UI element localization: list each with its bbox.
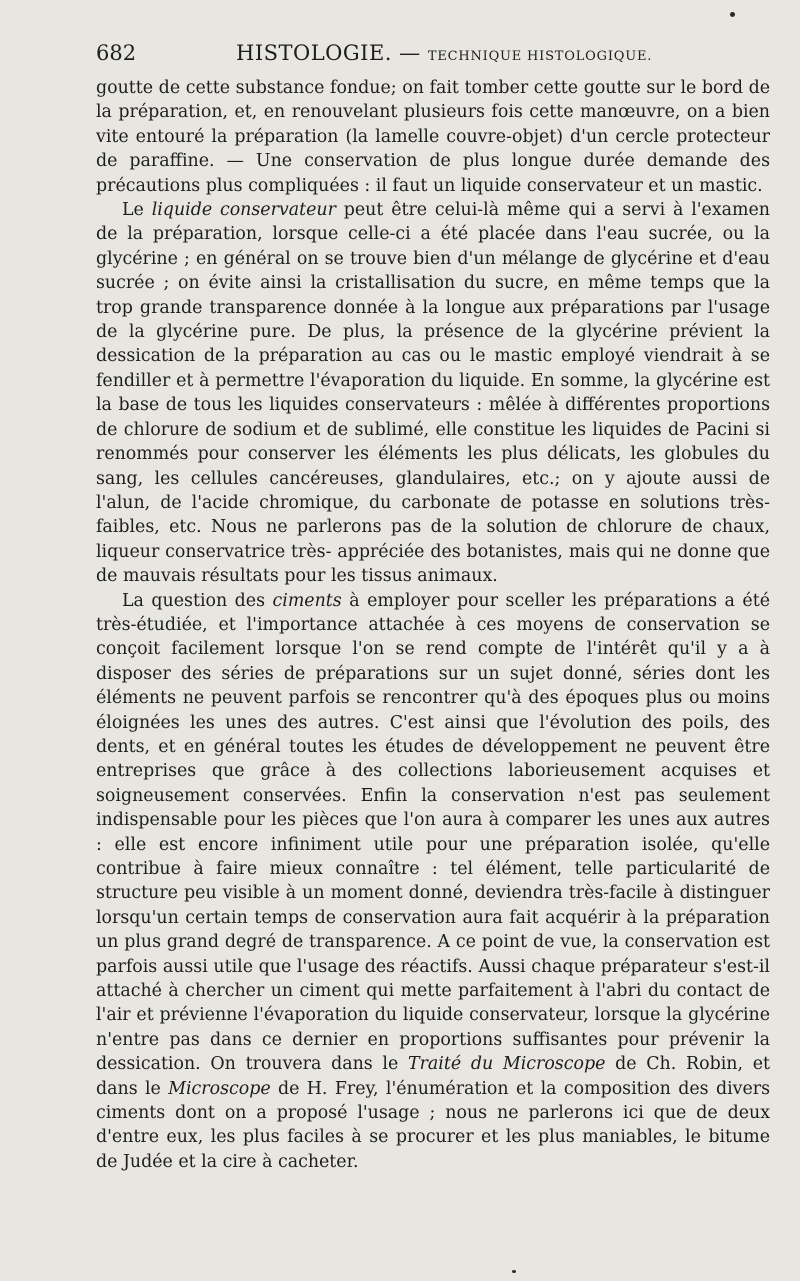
running-head: [96, 38, 770, 68]
italic-term: Microscope: [168, 1078, 271, 1099]
paragraph: [96, 198, 770, 589]
chapter-title: HISTOLOGIE.: [236, 41, 392, 65]
section-subtitle: TECHNIQUE HISTOLOGIQUE.: [427, 49, 653, 64]
paper-speck: [512, 1270, 516, 1273]
text-run: Le: [122, 200, 152, 221]
text-run: de H. Frey, l'énumération et la composition des divers ciments dont on a proposé l'usage ; nous ne parlerons ici que de deux d'entre eux, les plus faciles à se procurer et les plus maniables, le bitume de Judée et la cire à cacheter.: [96, 1078, 770, 1172]
text-run: à employer pour sceller les préparations a été très-étudiée, et l'importance attachée à ces moyens de conservation se conçoit facilement lorsque l'on se rend compte de l'intérêt qu'il y a à disposer des séries de préparations sur un sujet donné, séries dont les éléments ne peuvent parfois se rencontrer qu'à des époques plus ou moins éloignées les unes des autres. C'est ainsi que l'évolution des poils, des dents, et en général toutes les études de développement ne peuvent être entreprises que grâce à des collections laborieusement acquises et soigneusement conservées. Enfin la conservation n'est pas seulement indispensable pour les pièces que l'on aura à comparer les unes aux autres : elle est encore infiniment utile pour une préparation isolée, qu'elle contribue à faire mieux connaître : tel élément, telle particularité de structure peu visible à un moment donné, deviendra très-facile à distinguer lorsqu'un certain temps de conservation aura fait acquérir à la préparation un plus grand degré de transparence. A ce point de vue, la conservation est parfois aussi utile que l'usage des réactifs. Aussi chaque préparateur s'est-il attaché à chercher un ciment qui mette parfaitement à l'abri du contact de l'air et prévienne l'évaporation du liquide conservateur, lorsque la glycérine n'entre pas dans ce dernier en proportions suffisantes pour prévenir la dessication. On trouvera dans le: [96, 590, 770, 1075]
page-number: 682: [96, 41, 137, 65]
italic-term: ciments: [272, 590, 342, 611]
body-text: [96, 76, 770, 1174]
paragraph: [96, 589, 770, 1175]
paragraph: [96, 76, 770, 198]
text-run: goutte de cette substance fondue; on fait tomber cette goutte sur le bord de la préparation, et, en renouvelant plusieurs fois cette manœuvre, on a bien vite entouré la préparation (la lamelle couvre-objet) d'un cercle protecteur de paraffine. — Une conservation de plus longue durée demande des précautions plus compliquées : il faut un liquide conservateur et un mastic.: [96, 78, 770, 196]
title-dash: —: [399, 41, 421, 65]
paper-speck: [730, 12, 735, 17]
text-run: peut être celui-là même qui a servi à l'examen de la préparation, lorsque celle-ci a été placée dans l'eau sucrée, ou la glycérine ; en général on se trouve bien d'un mélange de glycérine et d'eau sucrée ; on évite ainsi la cristallisation du sucre, en même temps que la trop grande transparence donnée à la longue aux préparations par l'usage de la glycérine pure. De plus, la présence de la glycérine prévient la dessication de la préparation au cas ou le mastic employé viendrait à se fendiller et à permettre l'évaporation du liquide. En somme, la glycérine est la base de tous les liquides conservateurs : mêlée à différentes proportions de chlorure de sodium et de sublimé, elle constitue les liquides de Pacini si renommés pour conserver les éléments les plus délicats, les globules du sang, les cellules cancéreuses, glandulaires, etc.; on y ajoute aussi de l'alun, de l'acide chromique, du carbonate de potasse en solutions très-faibles, etc. Nous ne parlerons pas de la solution de chlorure de chaux, liqueur conservatrice très- appréciée des botanistes, mais qui ne donne que de mauvais résultats pour les tissus animaux.: [96, 200, 770, 587]
italic-term: Traité du Microscope: [408, 1054, 606, 1075]
text-run: La question des: [122, 590, 273, 611]
running-title: [236, 38, 652, 72]
text-run: de Ch. Robin, et dans le: [96, 1054, 770, 1099]
italic-term: liquide conservateur: [151, 200, 336, 221]
